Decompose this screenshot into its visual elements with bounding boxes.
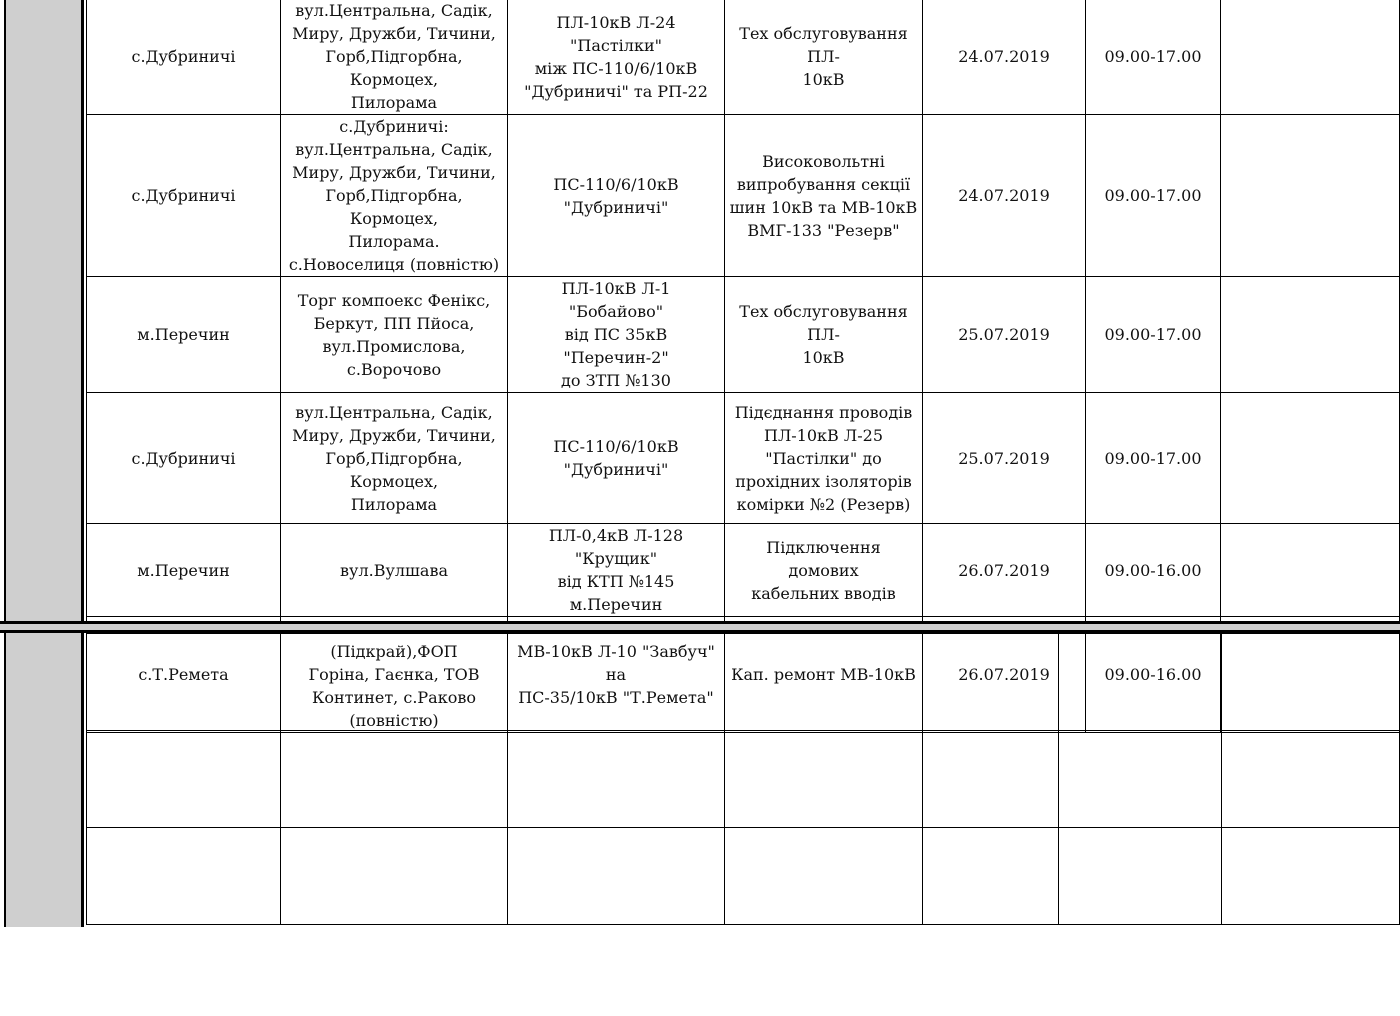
object-cell-text: ПЛ-0,4кВ Л-128 "Крущик" від КТП №145 м.Перечин bbox=[548, 526, 684, 614]
time-cell-text: 09.00-17.00 bbox=[1104, 448, 1202, 468]
empty-table-row bbox=[87, 828, 1400, 925]
empty-cell bbox=[281, 828, 508, 925]
object-cell-text: ПЛ-10кВ Л-1 "Бобайово" від ПС 35кВ "Перечин-2" до ЗТП №130 bbox=[561, 279, 671, 390]
date-cell-text: 26.07.2019 bbox=[958, 665, 1050, 684]
work-type-cell bbox=[725, 115, 923, 277]
work-type-cell bbox=[725, 277, 923, 393]
date-cell bbox=[923, 115, 1086, 277]
work-type-cell-text: Тех обслуговування ПЛ- 10кВ bbox=[739, 302, 908, 367]
table-row bbox=[87, 277, 1400, 393]
streets-cell-text: вул.Вулшава bbox=[340, 560, 448, 580]
work-type-cell bbox=[725, 524, 923, 617]
table-row bbox=[87, 115, 1400, 277]
time-cell bbox=[1086, 393, 1221, 524]
streets-cell-text: (Підкрай),ФОП Горіна, Гаєнка, ТОВ Континет, с.Раково (повністю) bbox=[308, 642, 480, 730]
settlement-cell bbox=[87, 524, 281, 617]
settlement-cell-text: м.Перечин bbox=[137, 325, 230, 344]
time-cell bbox=[1086, 0, 1221, 115]
streets-cell-text: с.Дубриничі: вул.Центральна, Садік, Миру, Дружби, Тичини, Горб,Підгорбна, Кормоцех, Пилорама. с.Новоселиця (повністю) bbox=[288, 117, 500, 274]
empty-table-row bbox=[87, 634, 1400, 731]
note-cell bbox=[1221, 115, 1400, 277]
work-type-cell-text: Тех обслуговування ПЛ- 10кВ bbox=[739, 24, 908, 89]
object-cell bbox=[508, 115, 725, 277]
settlement-cell-text: с.Дубриничі bbox=[131, 186, 236, 205]
note-cell bbox=[1221, 393, 1400, 524]
object-cell-text: ПС-110/6/10кВ "Дубриничі" bbox=[553, 174, 679, 217]
empty-cell bbox=[87, 731, 281, 828]
work-type-cell-text: Кап. ремонт МВ-10кВ bbox=[731, 665, 916, 684]
work-type-cell-text: Підключення домових кабельних вводів bbox=[751, 537, 896, 603]
time-cell-text: 09.00-17.00 bbox=[1104, 47, 1202, 66]
empty-cell bbox=[1059, 634, 1222, 731]
date-cell-text: 25.07.2019 bbox=[958, 448, 1050, 468]
object-cell-text: ПЛ-10кВ Л-24 "Пастілки" між ПС-110/6/10кВ "Дубриничі" та РП-22 bbox=[524, 12, 708, 101]
empty-table-row bbox=[87, 731, 1400, 828]
object-cell-text: МВ-10кВ Л-10 "Завбуч" на ПС-35/10кВ "Т.Ремета" bbox=[517, 642, 715, 707]
date-cell bbox=[923, 524, 1086, 617]
date-cell bbox=[923, 0, 1086, 115]
settlement-cell-text: с.Дубриничі bbox=[131, 47, 236, 66]
empty-cell bbox=[923, 828, 1059, 925]
empty-cell bbox=[725, 634, 923, 731]
empty-cell bbox=[1222, 634, 1400, 731]
time-cell-text: 09.00-16.00 bbox=[1104, 665, 1202, 684]
empty-cell bbox=[1222, 731, 1400, 828]
date-cell-text: 24.07.2019 bbox=[958, 47, 1050, 66]
note-cell bbox=[1221, 0, 1400, 115]
date-cell bbox=[923, 393, 1086, 524]
object-cell bbox=[508, 277, 725, 393]
date-cell-text: 26.07.2019 bbox=[958, 560, 1050, 580]
empty-cell bbox=[725, 828, 923, 925]
work-type-cell bbox=[725, 393, 923, 524]
streets-cell-text: вул.Центральна, Садік, Миру, Дружби, Тичини, Горб,Підгорбна, Кормоцех, Пилорама bbox=[292, 402, 496, 514]
object-cell-text: ПС-110/6/10кВ "Дубриничі" bbox=[553, 437, 679, 479]
settlement-cell bbox=[87, 115, 281, 277]
settlement-cell bbox=[87, 277, 281, 393]
empty-cell bbox=[508, 828, 725, 925]
time-cell bbox=[1086, 524, 1221, 617]
settlement-cell bbox=[87, 393, 281, 524]
date-cell-text: 25.07.2019 bbox=[958, 325, 1050, 344]
time-cell-text: 09.00-17.00 bbox=[1104, 325, 1202, 344]
empty-cell bbox=[923, 634, 1059, 731]
empty-schedule-table bbox=[86, 633, 1400, 925]
time-cell bbox=[1086, 277, 1221, 393]
empty-cell bbox=[87, 634, 281, 731]
object-cell bbox=[508, 393, 725, 524]
time-cell bbox=[1086, 115, 1221, 277]
streets-cell bbox=[281, 115, 508, 277]
empty-cell bbox=[923, 731, 1059, 828]
work-type-cell-text: Високовольтні випробування секції шин 10кВ та МВ-10кВ ВМГ-133 "Резерв" bbox=[729, 151, 918, 240]
table-row bbox=[87, 524, 1400, 617]
empty-cell bbox=[508, 731, 725, 828]
streets-cell bbox=[281, 524, 508, 617]
empty-cell bbox=[87, 828, 281, 925]
work-type-cell-text: Підєднання проводів ПЛ-10кВ Л-25 "Пастілки" до прохідних ізоляторів комірки №2 (Резерв) bbox=[734, 402, 913, 514]
table-row bbox=[87, 393, 1400, 524]
note-cell bbox=[1221, 524, 1400, 617]
streets-cell-text: Торг компоекс Фенікс, Беркут, ПП Пйоса, вул.Промислова, с.Ворочово bbox=[297, 290, 491, 379]
settlement-cell-text: м.Перечин bbox=[137, 560, 230, 580]
settlement-cell bbox=[87, 0, 281, 115]
time-cell-text: 09.00-16.00 bbox=[1104, 560, 1202, 580]
empty-cell bbox=[1059, 828, 1222, 925]
object-cell bbox=[508, 524, 725, 617]
empty-cell bbox=[281, 731, 508, 828]
empty-cell bbox=[281, 634, 508, 731]
work-type-cell bbox=[725, 0, 923, 115]
streets-cell bbox=[281, 0, 508, 115]
note-cell bbox=[1221, 277, 1400, 393]
settlement-cell-text: с.Дубриничі bbox=[131, 448, 236, 468]
next-district-label-column bbox=[4, 633, 84, 927]
empty-cell bbox=[1222, 828, 1400, 925]
streets-cell bbox=[281, 393, 508, 524]
streets-cell-text: вул.Центральна, Садік, Миру, Дружби, Тичини, Горб,Підгорбна, Кормоцех, Пилорама bbox=[292, 1, 496, 112]
date-cell bbox=[923, 277, 1086, 393]
streets-cell bbox=[281, 277, 508, 393]
empty-cell bbox=[725, 731, 923, 828]
settlement-cell-text: с.Т.Ремета bbox=[138, 665, 229, 684]
empty-cell bbox=[1059, 731, 1222, 828]
section-separator bbox=[0, 621, 1400, 633]
district-label-column bbox=[4, 0, 84, 621]
table-row bbox=[87, 0, 1400, 115]
object-cell bbox=[508, 0, 725, 115]
date-cell-text: 24.07.2019 bbox=[958, 186, 1050, 205]
empty-cell bbox=[508, 634, 725, 731]
time-cell-text: 09.00-17.00 bbox=[1104, 186, 1202, 205]
